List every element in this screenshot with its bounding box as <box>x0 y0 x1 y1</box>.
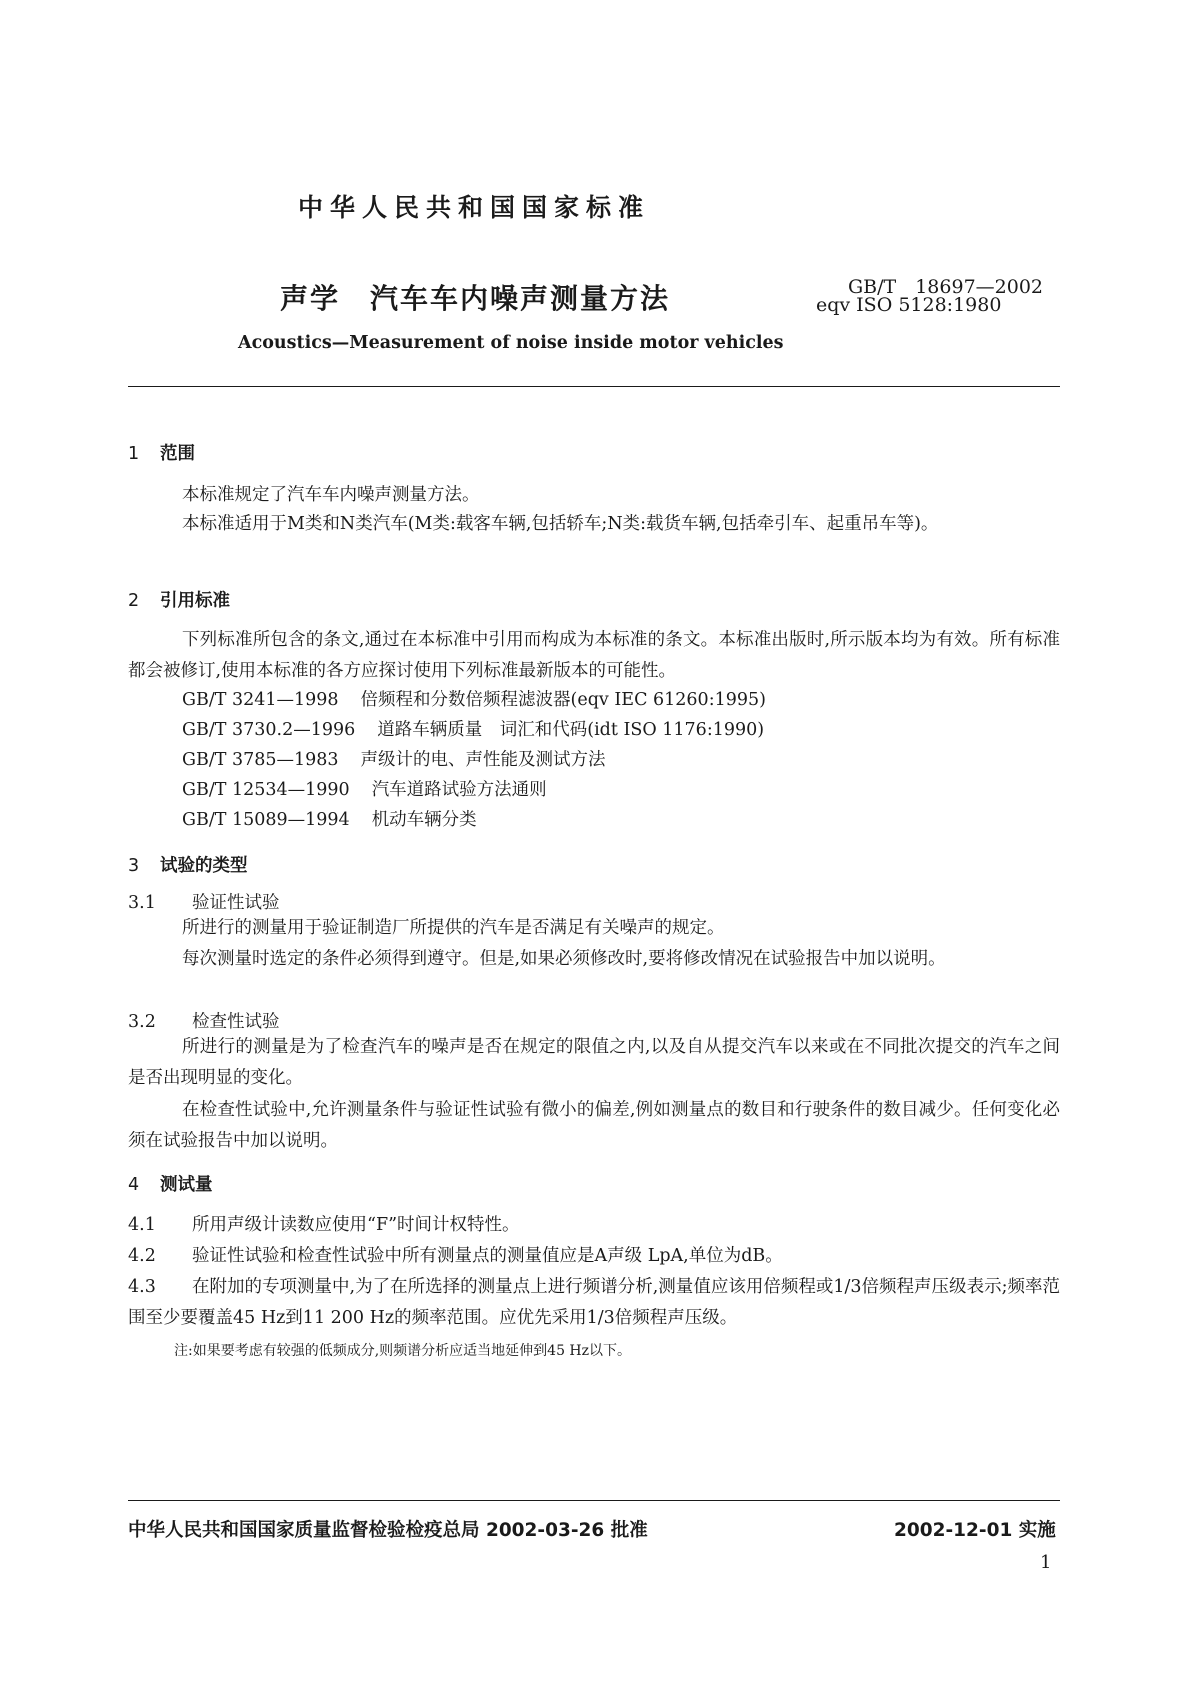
reference-item <box>182 716 764 741</box>
standard-code: GB/T 18697—2002 <box>848 276 1044 298</box>
clause <box>128 1210 1060 1241</box>
clause-number: 4.3 <box>128 1277 156 1297</box>
section-number: 2 <box>128 591 140 611</box>
reference-title: 机动车辆分类 <box>371 810 477 830</box>
section-heading-scope <box>128 440 195 465</box>
clause-number: 4.1 <box>128 1215 156 1235</box>
reference-item <box>182 686 766 711</box>
section-heading-quantities <box>128 1171 213 1196</box>
clause <box>128 1272 1060 1334</box>
reference-item <box>182 746 606 771</box>
reference-id: GB/T 3785—1983 <box>182 750 339 770</box>
clause-text: 所用声级计读数应使用“F”时间计权特性。 <box>192 1215 520 1235</box>
section-title: 范围 <box>160 444 195 464</box>
subsection-title: 验证性试验 <box>192 893 280 913</box>
section-heading-references <box>128 587 230 612</box>
section-title: 测试量 <box>160 1175 213 1195</box>
subsection-heading <box>128 1008 280 1033</box>
section-title: 引用标准 <box>160 591 230 611</box>
reference-title: 声级计的电、声性能及测试方法 <box>360 750 606 770</box>
section-number: 4 <box>128 1175 140 1195</box>
section-number: 3 <box>128 856 140 876</box>
section-heading-test-types <box>128 852 248 877</box>
reference-title: 道路车辆质量 词汇和代码(idt ISO 1176:1990) <box>377 720 765 740</box>
paragraph: 每次测量时选定的条件必须得到遵守。但是,如果必须修改时,要将修改情况在试验报告中加以说明。 <box>182 949 946 969</box>
subsection-title: 检查性试验 <box>192 1012 280 1032</box>
subsection-number: 3.1 <box>128 893 156 913</box>
reference-id: GB/T 12534—1990 <box>182 780 350 800</box>
paragraph: 下列标准所包含的条文,通过在本标准中引用而构成为本标准的条文。本标准出版时,所示版本均为有效。所有标准都会被修订,使用本标准的各方应探讨使用下列标准最新版本的可能性。 <box>128 630 1060 681</box>
reference-id: GB/T 3730.2—1996 <box>182 720 356 740</box>
header-divider <box>128 386 1060 387</box>
paragraph: 在检查性试验中,允许测量条件与验证性试验有微小的偏差,例如测量点的数目和行驶条件的数目减少。任何变化必须在试验报告中加以说明。 <box>128 1100 1060 1151</box>
document-title-en: Acoustics—Measurement of noise inside motor vehicles <box>238 333 784 353</box>
paragraph: 本标准规定了汽车车内噪声测量方法。 <box>182 485 480 505</box>
document-title-cn: 声学 汽车车内噪声测量方法 <box>280 282 671 315</box>
reference-title: 倍频程和分数倍频程滤波器(eqv IEC 61260:1995) <box>360 690 766 710</box>
subsection-heading <box>128 889 280 914</box>
note: 注:如果要考虑有较强的低频成分,则频谱分析应适当地延伸到45 Hz以下。 <box>174 1343 632 1359</box>
reference-item <box>182 806 477 831</box>
approval-line: 中华人民共和国国家质量监督检验检疫总局 2002-03-26 批准 <box>128 1520 648 1541</box>
paragraph: 所进行的测量用于验证制造厂所提供的汽车是否满足有关噪声的规定。 <box>182 918 725 938</box>
page-number: 1 <box>1040 1552 1052 1573</box>
iso-equivalence: eqv ISO 5128:1980 <box>816 294 1002 316</box>
clause-text: 在附加的专项测量中,为了在所选择的测量点上进行频谱分析,测量值应该用倍频程或1/3倍频程声压级表示;频率范围至少要覆盖45 Hz到11 200 Hz的频率范围。应优先采用1/3倍频程声压级。 <box>128 1277 1060 1328</box>
reference-id: GB/T 3241—1998 <box>182 690 339 710</box>
paragraph: 所进行的测量是为了检查汽车的噪声是否在规定的限值之内,以及自从提交汽车以来或在不同批次提交的汽车之间是否出现明显的变化。 <box>128 1037 1060 1088</box>
clause-number: 4.2 <box>128 1246 156 1266</box>
clause <box>128 1241 1060 1272</box>
reference-title: 汽车道路试验方法通则 <box>371 780 547 800</box>
reference-item <box>182 776 547 801</box>
reference-id: GB/T 15089—1994 <box>182 810 350 830</box>
national-standard-heading: 中华人民共和国国家标准 <box>298 193 651 222</box>
section-title: 试验的类型 <box>160 856 248 876</box>
clause-text: 验证性试验和检查性试验中所有测量点的测量值应是A声级 LpA,单位为dB。 <box>192 1246 783 1266</box>
subsection-number: 3.2 <box>128 1012 156 1032</box>
paragraph: 本标准适用于M类和N类汽车(M类:载客车辆,包括轿车;N类:载货车辆,包括牵引车、起重吊车等)。 <box>182 514 939 534</box>
footer-divider <box>128 1500 1060 1501</box>
implementation-date: 2002-12-01 实施 <box>894 1520 1056 1541</box>
section-number: 1 <box>128 444 140 464</box>
